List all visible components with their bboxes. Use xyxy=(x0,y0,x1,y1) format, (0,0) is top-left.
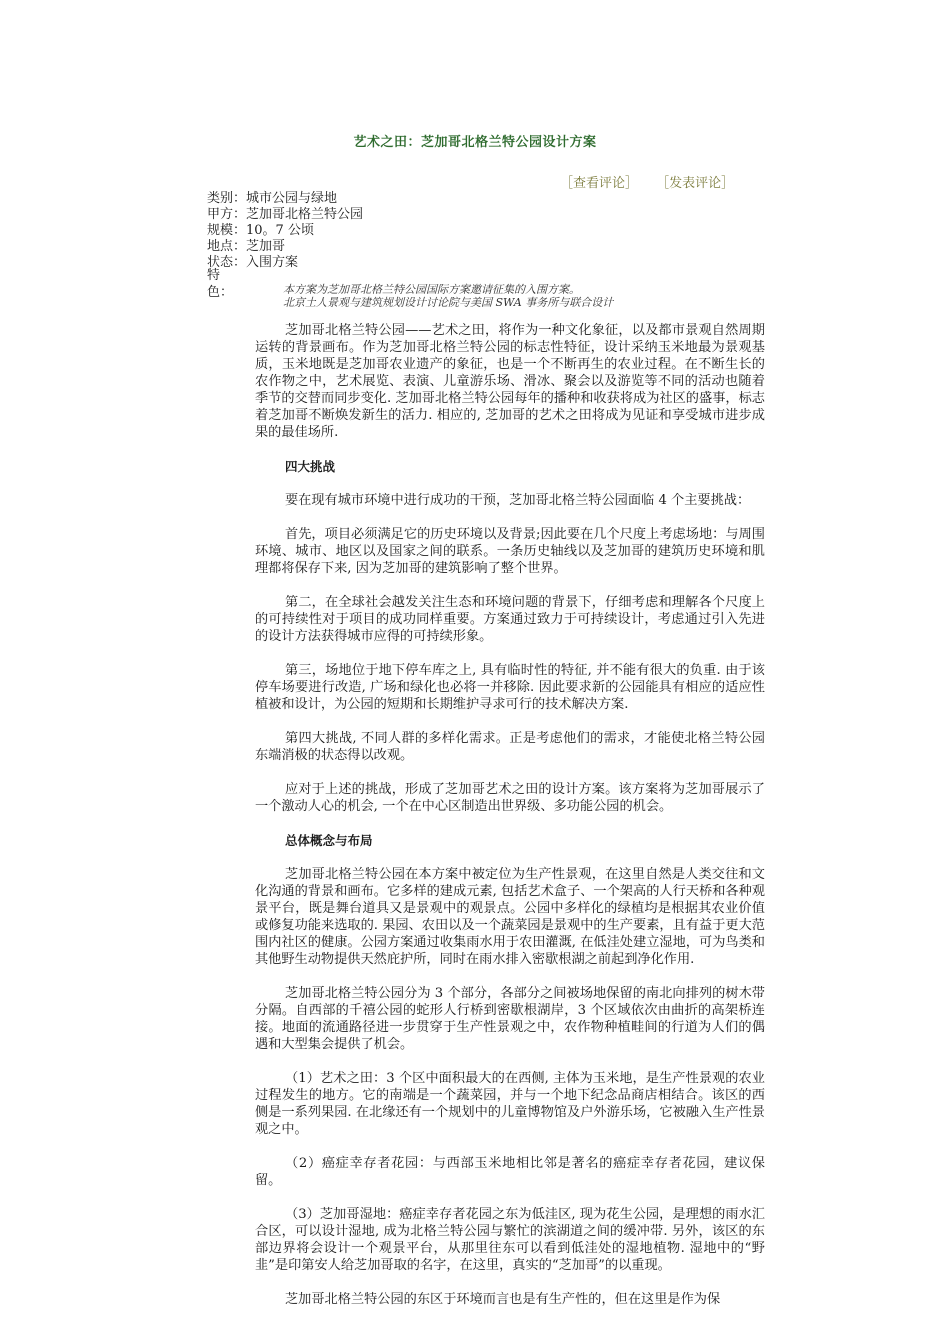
body-paragraph: （3）芝加哥湿地：癌症幸存者花园之东为低洼区, 现为花生公园，是理想的雨水汇合区，可以设计湿地, 成为北格兰特公园与繁忙的滨湖道之间的缓冲带. 另外，该区的东部边界将会设计一个观景平台，从那里往东可以看到低洼处的湿地植物. 湿地中的“野韭”是印第安人给芝加哥取的名字，在这里，真实的“芝加哥”的以重现。 xyxy=(255,1207,765,1273)
meta-location: 地点：芝加哥 xyxy=(207,239,286,254)
section-heading-concept: 总体概念与布局 xyxy=(285,833,373,848)
body-paragraph: （2）癌症幸存者花园：与西部玉米地相比邻是著名的癌症幸存者花园，建议保留。 xyxy=(255,1156,765,1188)
feature-note-line-1: 本方案为芝加哥北格兰特公园国际方案邀请征集的入围方案。 xyxy=(283,283,580,296)
feature-note-line-2: 北京土人景观与建筑规划设计讨论院与美国 SWA 事务所与联合设计 xyxy=(283,296,614,309)
meta-category: 类别：城市公园与绿地 xyxy=(207,191,338,206)
view-comments-link[interactable]: ［查看评论］ xyxy=(560,176,639,191)
body-paragraph: 第三，场地位于地下停车库之上, 具有临时性的特征, 并不能有很大的负重. 由于该停车场要进行改造, 广场和绿化也必将一并移除. 因此要求新的公园能具有相应的适应性植被和设计，为公园的短期和长期维护寻求可行的技术解决方案. xyxy=(255,663,765,712)
intro-paragraph: 芝加哥北格兰特公园——艺术之田，将作为一种文化象征，以及都市景观自然周期运转的背景画布。作为芝加哥北格兰特公园的标志性特征，设计采纳玉米地最为景观基质，玉米地既是芝加哥农业遗产的象征，也是一个不断再生的农业过程。在不断生长的农作物之中，艺术展览、表演、儿童游乐场、滑冰、聚会以及游览等不同的活动也随着季节的交替而同步变化. 芝加哥北格兰特公园每年的播种和收获将成为社区的盛事，标志着芝加哥不断焕发新生的活力. 相应的, 芝加哥的艺术之田将成为见证和享受城市进步成果的最佳场所. xyxy=(255,323,765,440)
post-comment-link[interactable]: ［发表评论］ xyxy=(656,176,735,191)
meta-scale: 规模：10。7 公顷 xyxy=(207,223,314,238)
meta-client: 甲方：芝加哥北格兰特公园 xyxy=(207,207,364,222)
feature-label: 特色： xyxy=(207,268,234,300)
body-paragraph: 要在现有城市环境中进行成功的干预，芝加哥北格兰特公园面临 4 个主要挑战： xyxy=(285,493,751,508)
body-paragraph: 芝加哥北格兰特公园在本方案中被定位为生产性景观，在这里自然是人类交往和文化沟通的背景和画布。它多样的建成元素, 包括艺术盒子、一个架高的人行天桥和各种观景平台，既是舞台道具又是景观中的观景点。公园中多样化的绿植均是根据其农业价值或修复功能来选取的. 果园、农田以及一个蔬菜园是景观中的生产要素，且有益于更大范围内社区的健康。公园方案通过收集雨水用于农田灌溉, 在低洼处建立湿地，可为鸟类和其他野生动物提供天然庇护所，同时在雨水排入密歇根湖之前起到净化作用. xyxy=(255,867,765,967)
article-body xyxy=(255,322,765,1325)
body-paragraph: 第二，在全球社会越发关注生态和环境问题的背景下，仔细考虑和理解各个尺度上的可持续性对于项目的成功同样重要。方案通过致力于可持续设计，考虑通过引入先进的设计方法获得城市应得的可持续形象。 xyxy=(255,595,765,644)
body-paragraph: 芝加哥北格兰特公园的东区于环境而言也是有生产性的，但在这里是作为保 xyxy=(285,1292,721,1307)
body-paragraph: 应对于上述的挑战，形成了芝加哥艺术之田的设计方案。该方案将为芝加哥展示了一个激动人心的机会, 一个在中心区制造出世界级、多功能公园的机会。 xyxy=(255,782,765,814)
body-paragraph: 芝加哥北格兰特公园分为 3 个部分，各部分之间被场地保留的南北向排列的树木带分隔。自西部的千禧公园的蛇形人行桥到密歇根湖岸，3 个区域依次由曲折的高架桥连接。地面的流通路径进一步贯穿于生产性景观之中，农作物种植畦间的行道为人们的偶遇和大型集会提供了机会。 xyxy=(255,986,765,1052)
section-heading-challenges: 四大挑战 xyxy=(285,459,336,474)
project-meta xyxy=(207,191,363,271)
meta-status: 状态：入围方案 xyxy=(207,255,299,270)
feature-note xyxy=(283,283,613,309)
comment-links xyxy=(560,172,750,191)
body-paragraph: （1）艺术之田：3 个区中面积最大的在西侧, 主体为玉米地，是生产性景观的农业过程发生的地方。它的南端是一个蔬菜园，并与一个地下纪念品商店相结合。该区的西侧是一系列果园. 在北缘还有一个规划中的儿童博物馆及户外游乐场，它被融入生产性景观之中。 xyxy=(255,1071,765,1137)
body-paragraph: 首先，项目必须满足它的历史环境以及背景;因此要在几个尺度上考虑场地：与周围环境、城市、地区以及国家之间的联系。一条历史轴线以及芝加哥的建筑历史环境和肌理都将保存下来, 因为芝加哥的建筑影响了整个世界。 xyxy=(255,527,765,576)
body-paragraph: 第四大挑战, 不同人群的多样化需求。正是考虑他们的需求，才能使北格兰特公园东端消极的状态得以改观。 xyxy=(255,731,765,763)
page-title: 艺术之田：芝加哥北格兰特公园设计方案 xyxy=(353,135,597,150)
